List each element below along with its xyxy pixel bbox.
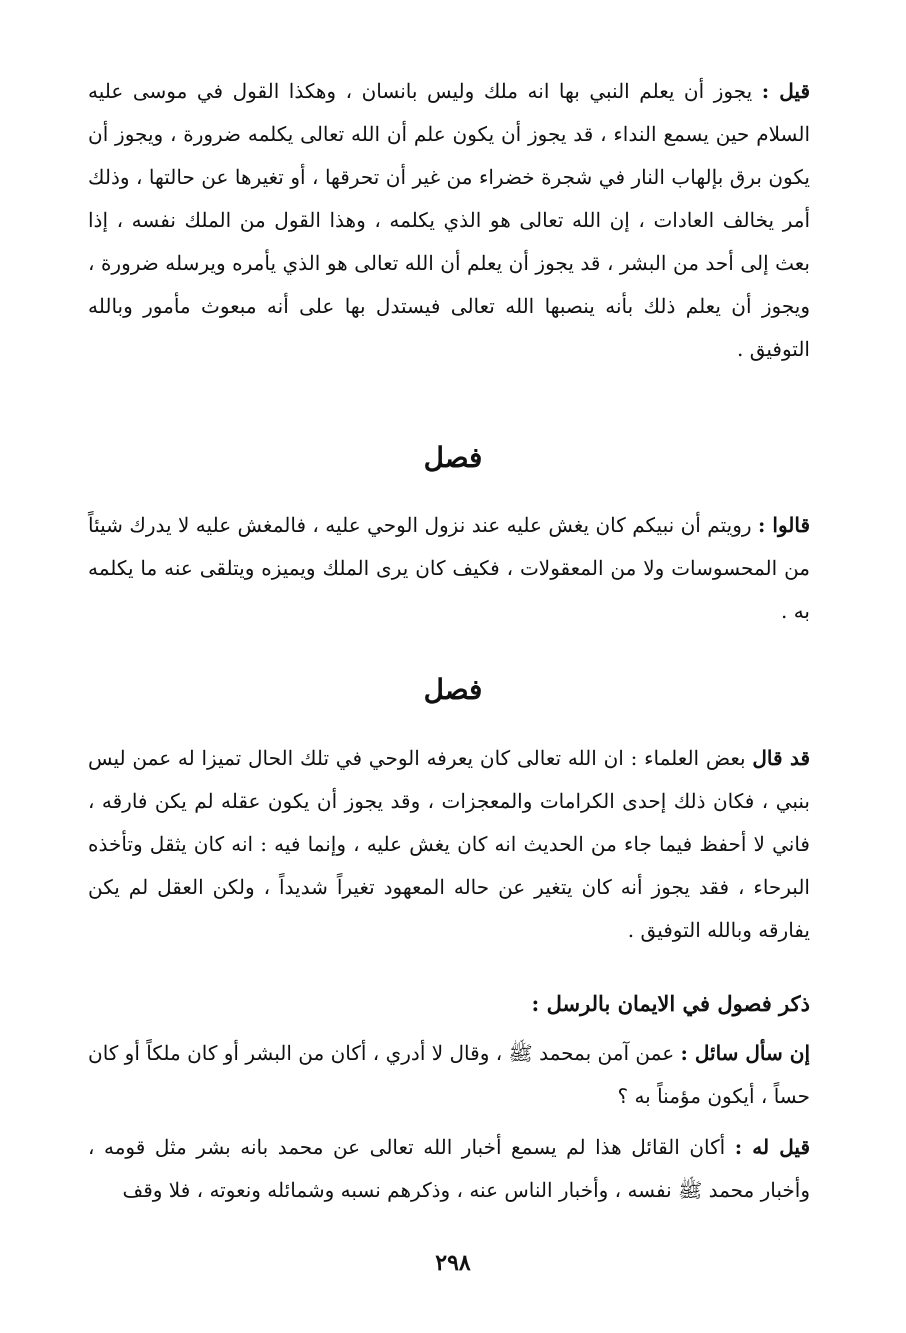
paragraph-5-body: أكان القائل هذا لم يسمع أخبار الله تعالى عن محمد بانه بشر مثل قومه ، وأخبار محمد ﷺ نفسه ، وأخبار الناس عنه ، وذكرهم نسبه وشمائله ونعوته ، فلا وقف [88, 1135, 810, 1202]
paragraph-5-lead: قيل له : [734, 1135, 811, 1159]
paragraph-4-text [88, 1032, 810, 1118]
paragraph-3 [88, 737, 810, 952]
paragraph-2-lead: قالوا : [757, 513, 811, 537]
section-heading-1: فصل [423, 441, 483, 474]
paragraph-1 [88, 70, 810, 371]
section-title-block [88, 982, 810, 1025]
paragraph-1-lead: قيل : [761, 79, 810, 103]
paragraph-1-body: يجوز أن يعلم النبي بها انه ملك وليس بانسان ، وهكذا القول في موسى عليه السلام حين يسمع النداء ، قد يجوز أن يكون علم أن الله تعالى يكلمه ضرورة ، ويجوز أن يكون برق بإلهاب النار في شجرة خضراء من غير أن تحرقها ، أو تغيرها عن حالتها ، وذلك أمر يخالف العادات ، إن الله تعالى هو الذي يكلمه ، وهذا القول من الملك نفسه ، إذا بعث إلى أحد من البشر ، قد يجوز أن يعلم أن الله تعالى هو الذي يأمره ويرسله ضرورة ، ويجوز أن يعلم ذلك بأنه ينصبها الله تعالى فيستدل بها على أنه مبعوث مأمور وبالله التوفيق . [88, 79, 810, 361]
paragraph-1-text [88, 70, 810, 371]
paragraph-2 [88, 504, 810, 633]
section-heading-2: فصل [423, 673, 483, 706]
page-number: ٢٩٨ [435, 1250, 471, 1276]
paragraph-2-body: رويتم أن نبيكم كان يغش عليه عند نزول الوحي عليه ، فالمغش عليه لا يدرك شيئاً من المحسوسات ولا من المعقولات ، فكيف كان يرى الملك ويميزه ويتلقى عنه ما يكلمه به . [88, 513, 810, 623]
paragraph-3-lead: قد قال [752, 746, 810, 770]
paragraph-3-body: بعض العلماء : ان الله تعالى كان يعرفه الوحي في تلك الحال تميزا له عمن ليس بنبي ، فكان ذلك إحدى الكرامات والمعجزات ، وقد يجوز أن يكون عقله لم يكن فارقه ، فاني لا أحفظ فيما جاء من الحديث انه كان يغش عليه ، وإنما فيه : انه كان يثقل وتأخذه البرحاء ، فقد يجوز أنه كان يتغير عن حاله المعهود تغيراً شديداً ، ولكن العقل لم يكن يفارقه وبالله التوفيق . [88, 746, 810, 942]
paragraph-4 [88, 1032, 810, 1118]
paragraph-2-text [88, 504, 810, 633]
paragraph-4-body: عمن آمن بمحمد ﷺ ، وقال لا أدري ، أكان من البشر أو كان ملكاً أو كان حساً ، أيكون مؤمناً به ؟ [88, 1041, 810, 1108]
paragraph-5 [88, 1126, 810, 1212]
paragraph-5-text [88, 1126, 810, 1212]
paragraph-4-lead: إن سأل سائل : [680, 1041, 811, 1065]
paragraph-3-text [88, 737, 810, 952]
section-title: ذكر فصول في الايمان بالرسل : [531, 991, 810, 1016]
